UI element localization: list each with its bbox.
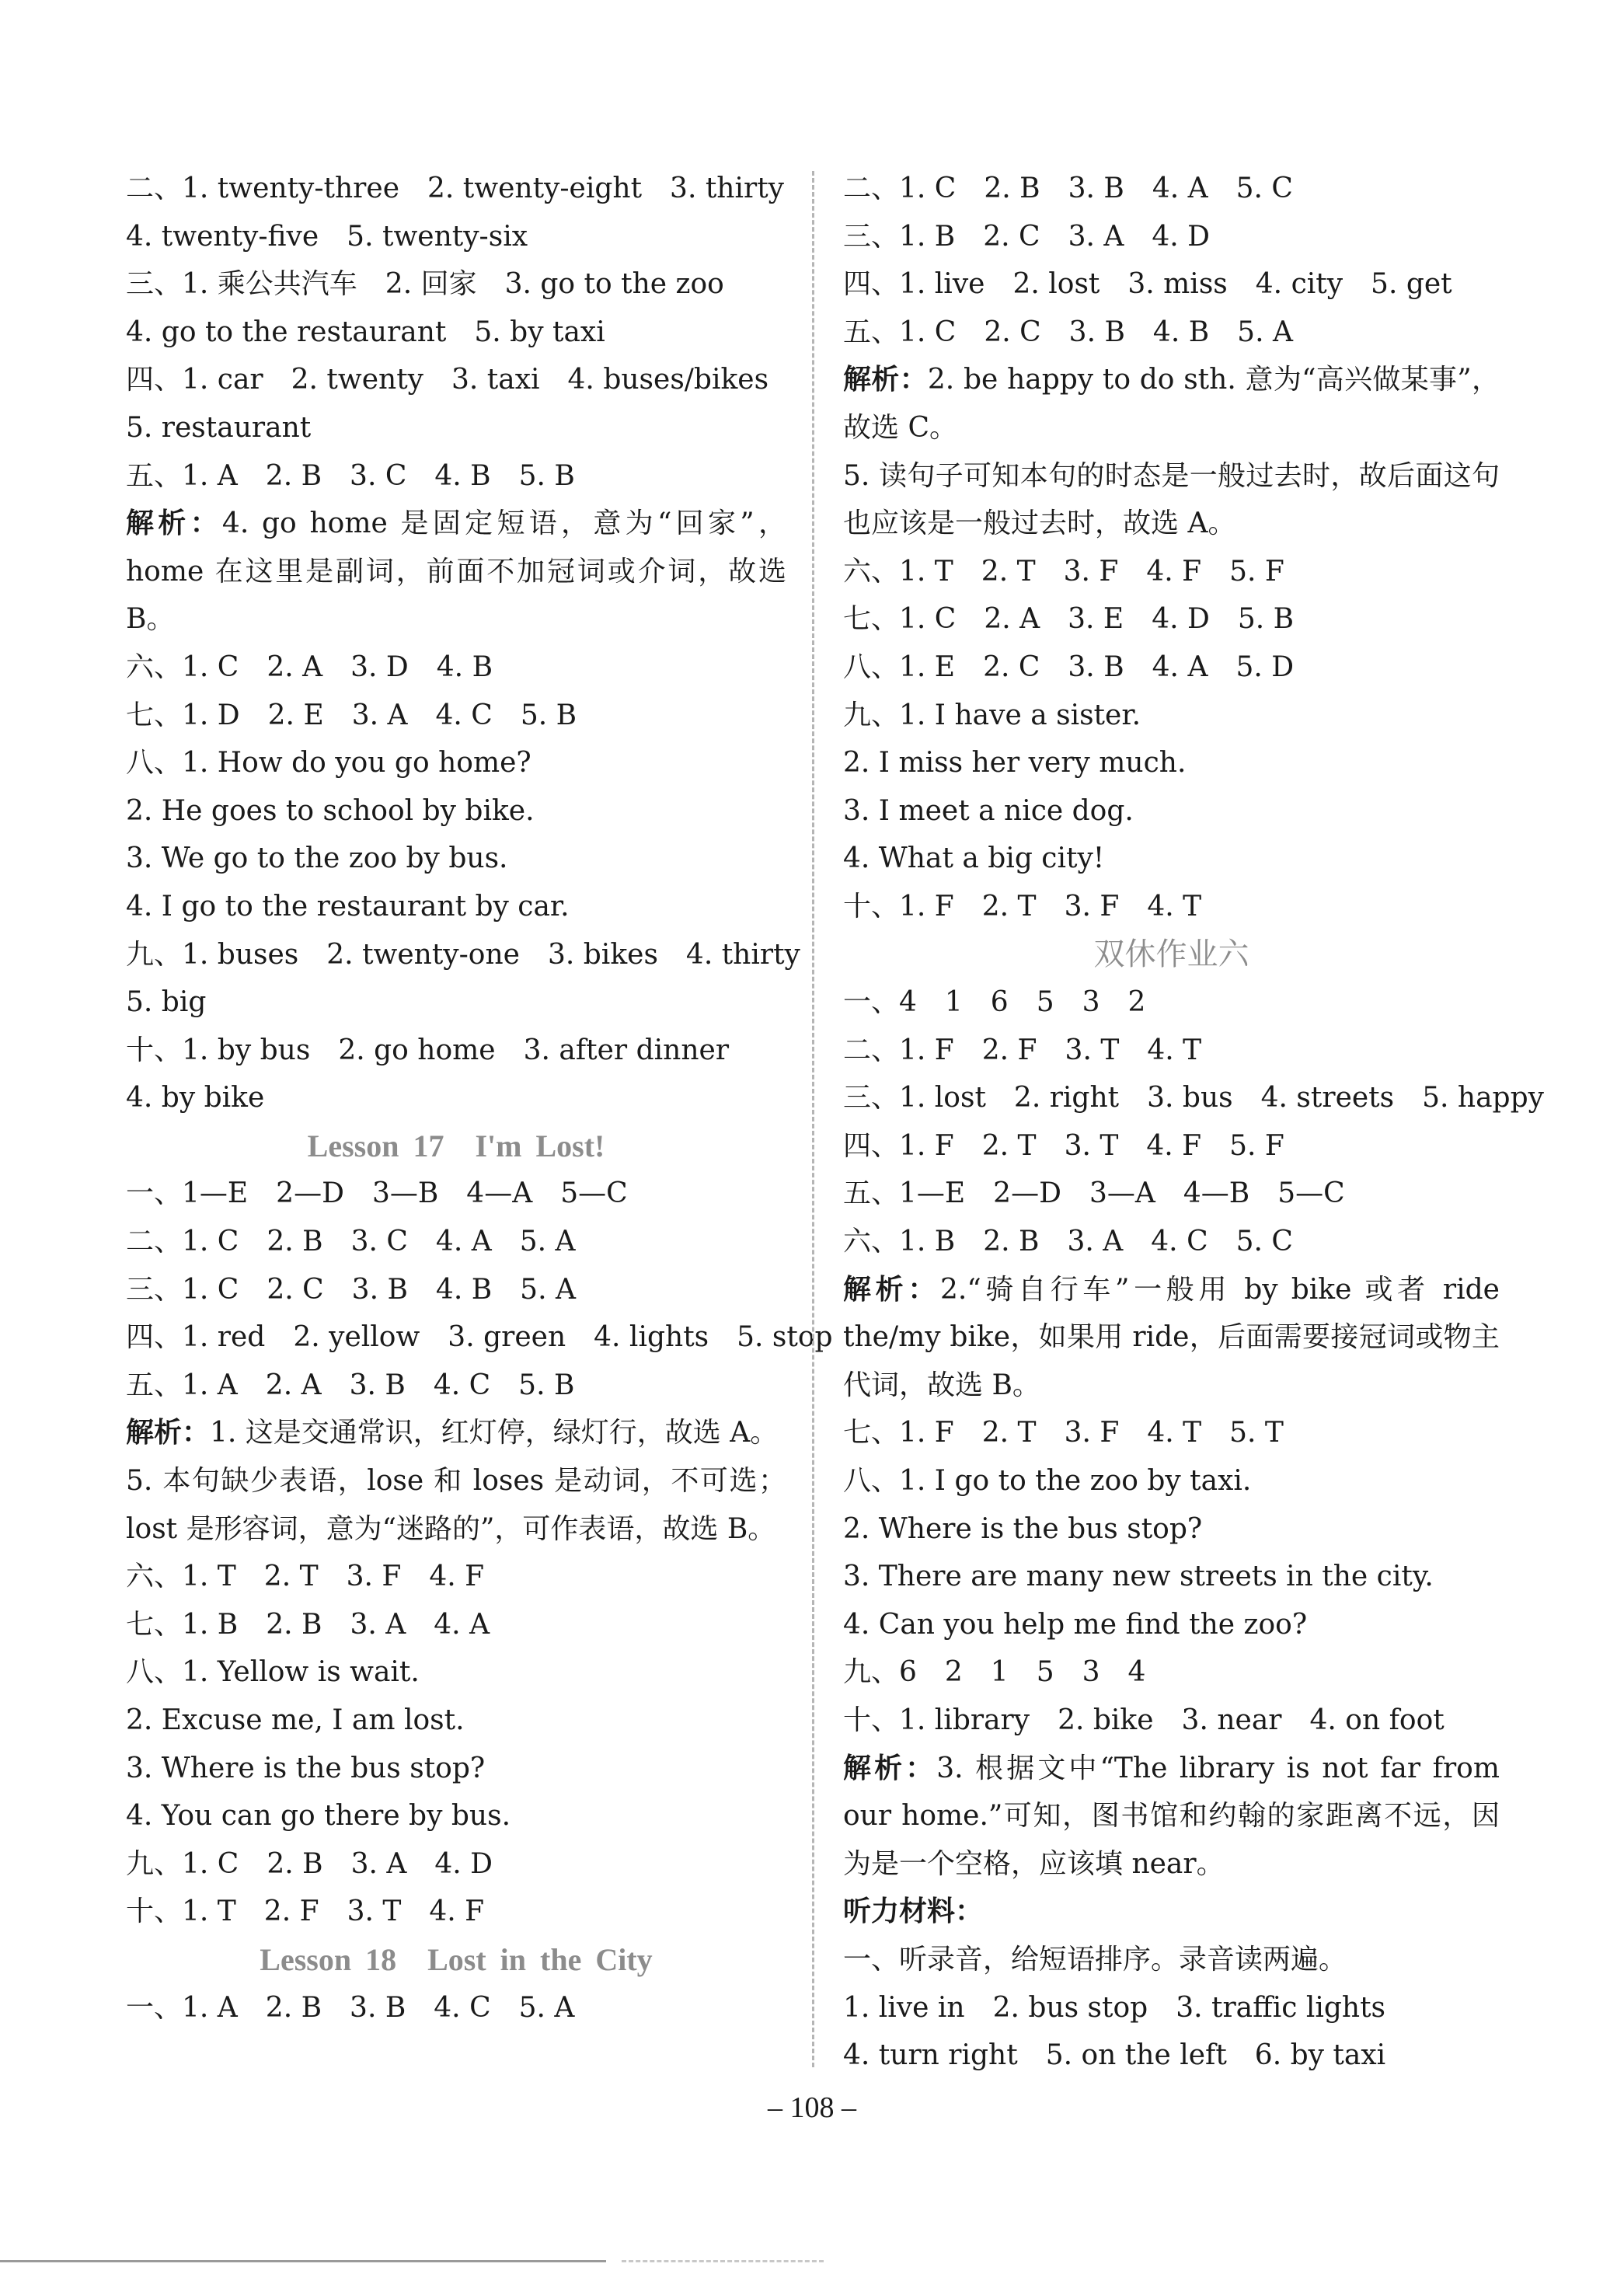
answer-line: 五、1—E 2—D 3—A 4—B 5—C [843, 1177, 1345, 1210]
analysis-note [843, 356, 1500, 452]
listening-material-heading: 听力材料： [843, 1895, 984, 1928]
column-divider [812, 171, 814, 2067]
answer-line: 四、1. F 2. T 3. T 4. F 5. F [843, 1129, 1284, 1162]
answer-line: 八、1. Yellow is wait. [126, 1656, 420, 1689]
answer-line: 五、1. A 2. A 3. B 4. C 5. B [126, 1369, 575, 1401]
answer-line: 2. Where is the bus stop? [843, 1512, 1203, 1545]
answer-line: 二、1. F 2. F 3. T 4. T [843, 1034, 1202, 1066]
answer-line: 八、1. I go to the zoo by taxi. [843, 1465, 1252, 1498]
answer-line: 七、1. F 2. T 3. F 4. T 5. T [843, 1417, 1284, 1449]
answer-line: 三、1. lost 2. right 3. bus 4. streets 5. happy [843, 1082, 1544, 1114]
analysis-label: 解析： [843, 1272, 940, 1306]
answer-line: 一、1—E 2—D 3—B 4—A 5—C [126, 1177, 628, 1210]
answer-line: 四、1. live 2. lost 3. miss 4. city 5. get [843, 268, 1452, 301]
answer-line: 4. Can you help me find the zoo? [843, 1608, 1308, 1641]
answer-line: 九、1. C 2. B 3. A 4. D [126, 1847, 493, 1880]
answer-line: 四、1. car 2. twenty 3. taxi 4. buses/bikes [126, 364, 769, 396]
answer-line: 二、1. C 2. B 3. B 4. A 5. C [843, 173, 1293, 204]
answer-line: 一、4 1 6 5 3 2 [843, 986, 1146, 1019]
analysis-text: 2.“骑自行车”一般用 by bike 或者 ride the/my bike，如果用 ride，后面需要接冠词或物主代词，故选 B。 [843, 1273, 1500, 1401]
answer-line: 3. There are many new streets in the city. [843, 1561, 1434, 1593]
answer-line: 4. twenty-five 5. twenty-six [126, 220, 528, 253]
answer-line: 三、1. C 2. C 3. B 4. B 5. A [126, 1273, 576, 1306]
analysis-label: 解析： [126, 507, 222, 540]
answer-line: 八、1. E 2. C 3. B 4. A 5. D [843, 650, 1295, 683]
answer-line: 2. I miss her very much. [843, 747, 1187, 780]
right-column [843, 165, 1544, 2080]
answer-line: 九、1. I have a sister. [843, 699, 1141, 731]
answer-line: 一、听录音，给短语排序。录音读两遍。 [843, 1943, 1347, 1976]
answer-line: 四、1. red 2. yellow 3. green 4. lights 5. stop [126, 1321, 833, 1354]
answer-line: 六、1. T 2. T 3. F 4. F [126, 1561, 485, 1593]
bottom-rule [0, 2260, 606, 2262]
analysis-note [126, 500, 786, 643]
answer-line: 三、1. B 2. C 3. A 4. D [843, 220, 1211, 253]
lesson-heading: Lesson 18 Lost in the City [260, 1941, 653, 1977]
answer-line: 一、1. A 2. B 3. B 4. C 5. A [126, 1991, 575, 2024]
section-heading: 双休作业六 [1093, 936, 1249, 972]
analysis-label: 解析： [843, 1751, 937, 1784]
left-column [126, 165, 833, 2032]
answer-line: 七、1. D 2. E 3. A 4. C 5. B [126, 699, 577, 731]
answer-line: 六、1. B 2. B 3. A 4. C 5. C [843, 1226, 1293, 1258]
answer-line: 3. We go to the zoo by bus. [126, 842, 508, 875]
answer-line: 4. What a big city! [843, 842, 1105, 875]
answer-line: 十、1. by bus 2. go home 3. after dinner [126, 1034, 730, 1066]
lesson-heading: Lesson 17 I'm Lost! [307, 1128, 605, 1163]
answer-line: 2. Excuse me, I am lost. [126, 1704, 465, 1736]
answer-line: 五、1. C 2. C 3. B 4. B 5. A [843, 316, 1293, 348]
analysis-text: 2. be happy to do sth. 意为“高兴做某事”，故选 C。 [843, 364, 1500, 444]
answer-line: 五、1. A 2. B 3. C 4. B 5. B [126, 459, 575, 492]
answer-line: 1. live in 2. bus stop 3. traffic lights [843, 1991, 1386, 2024]
answer-line: 八、1. How do you go home? [126, 747, 531, 780]
analysis-text: 1. 这是交通常识，红灯停，绿灯行，故选 A。 [210, 1417, 779, 1449]
answer-line: 十、1. library 2. bike 3. near 4. on foot [843, 1704, 1445, 1736]
answer-line: 2. He goes to school by bike. [126, 794, 535, 827]
bottom-rule-dashed [622, 2260, 824, 2262]
answer-line: 九、1. buses 2. twenty-one 3. bikes 4. thirty [126, 938, 800, 971]
answer-line: 七、1. C 2. A 3. E 4. D 5. B [843, 603, 1295, 636]
analysis-text: 3. 根据文中“The library is not far from our home.”可知，图书馆和约翰的家距离不远，因为是一个空格，应该填 near。 [843, 1752, 1500, 1880]
analysis-label: 解析： [843, 363, 928, 396]
answer-line: 3. Where is the bus stop? [126, 1752, 486, 1784]
answer-line: 4. turn right 5. on the left 6. by taxi [843, 2039, 1386, 2072]
answer-line: 5. restaurant [126, 411, 312, 444]
analysis-note: 5. 读句子可知本句的时态是一般过去时，故后面这句也应该是一般过去时，故选 A。 [843, 459, 1500, 540]
answer-line: 七、1. B 2. B 3. A 4. A [126, 1608, 490, 1641]
answer-line: 二、1. C 2. B 3. C 4. A 5. A [126, 1226, 576, 1258]
answer-line: 六、1. C 2. A 3. D 4. B [126, 650, 493, 683]
analysis-note [843, 1266, 1500, 1410]
answer-line: 4. You can go there by bus. [126, 1800, 511, 1833]
analysis-note [126, 1409, 786, 1457]
answer-line: 九、6 2 1 5 3 4 [843, 1656, 1146, 1689]
answer-line: 三、1. 乘公共汽车 2. 回家 3. go to the zoo [126, 268, 724, 301]
answer-line: 3. I meet a nice dog. [843, 794, 1134, 827]
analysis-label: 解析： [126, 1416, 211, 1449]
answer-line: 六、1. T 2. T 3. F 4. F 5. F [843, 555, 1284, 588]
analysis-text: 4. go home 是固定短语，意为“回家”，home 在这里是副词，前面不加冠词或介词，故选 B。 [126, 507, 786, 636]
analysis-note [843, 1745, 1500, 1889]
answer-line: 4. I go to the restaurant by car. [126, 890, 570, 923]
answer-line: 4. go to the restaurant 5. by taxi [126, 316, 605, 348]
analysis-note: 5. 本句缺少表语，lose 和 loses 是动词，不可选；lost 是形容词，意为“迷路的”，可作表语，故选 B。 [126, 1465, 786, 1545]
answer-line: 二、1. twenty-three 2. twenty-eight 3. thirty [126, 173, 785, 204]
page-number: – 108 – [768, 2091, 856, 2124]
answer-line: 十、1. F 2. T 3. F 4. T [843, 890, 1202, 923]
answer-line: 4. by bike [126, 1082, 265, 1114]
answer-line: 十、1. T 2. F 3. T 4. F [126, 1896, 485, 1928]
answer-line: 5. big [126, 986, 207, 1019]
